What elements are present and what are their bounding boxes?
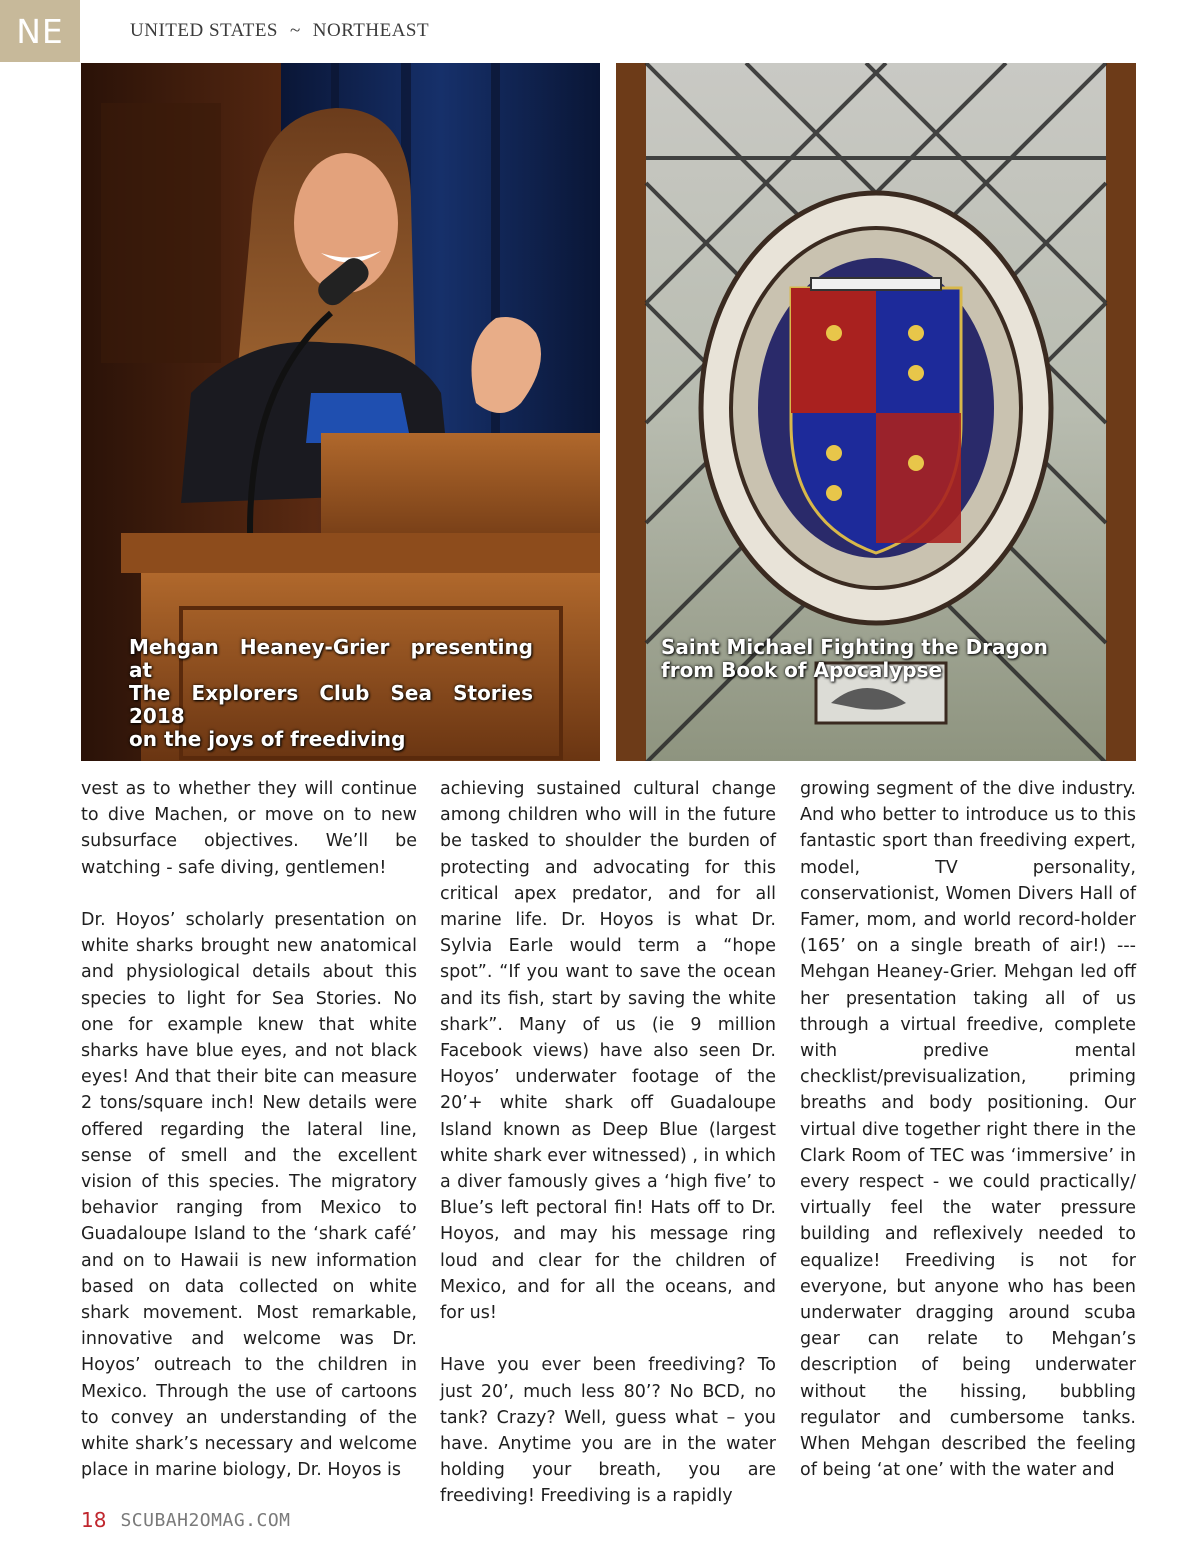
paragraph: Have you ever been freediving? To just 20’, much less 80’? No BCD, no tank? Crazy? Well, guess what – you have. Anytime you are in the water holding your breath, you are freediving! Freediving is a rapidly [440, 1355, 776, 1507]
running-header [130, 18, 429, 44]
paragraph: achieving sustained cultural change among children who will in the future be tasked to shoulder the burden of protecting and advocating for this critical apex predator, and for all marine life. Dr. Hoyos is what Dr. Sylvia Earle would term a “hope spot”. “If you want to save the ocean and its fish, start by saving the white shark”. Many of us (ie 9 million Facebook views) have also seen Dr. Hoyos’ underwater footage of the 20’+ white shark off Guadaloupe Island known as Deep Blue (largest white shark ever witnessed) , in which a diver famously gives a ‘high five’ to Blue’s left pectoral fin! Hats off to Dr. Hoyos, and may his message ring loud and clear for the children of Mexico, and for all the oceans, and for us! [440, 779, 776, 1324]
text-column-2 [440, 776, 776, 1510]
text-column-1 [81, 776, 417, 1483]
stained-glass-photo [616, 63, 1136, 761]
region-label: UNITED STATES [130, 20, 278, 41]
text-column-3 [800, 776, 1136, 1483]
subregion-label: NORTHEAST [312, 20, 430, 41]
section-tab: NE [0, 0, 80, 62]
paragraph: growing segment of the dive industry. And who better to introduce us to this fantastic sport than freediving expert, model, TV personality, conservationist, Women Divers Hall of Famer, mom, and world record-holder (165’ on a single breath of air!) --- Mehgan Heaney-Grier. Mehgan led off her presentation taking all of us through a virtual freedive, complete with predive mental checklist/previsualization, priming breaths and body positioning. Our virtual dive together right there in the Clark Room of TEC was ‘immersive’ in every respect - we could practically/ virtually feel the water pressure building and reflexively needed to equalize! Freediving is not for everyone, but anyone who has been underwater dragging around scuba gear can relate to Mehgan’s description of being underwater without the hissing, bubbling regulator and cumbersome tanks. When Mehgan described the feeling of being ‘at one’ with the water and [800, 779, 1136, 1481]
page-number: 18 [81, 1508, 107, 1532]
speaker-photo [81, 63, 600, 761]
site-link[interactable]: SCUBAH2OMAG.COM [120, 1509, 291, 1531]
stained-glass-caption: Saint Michael Fighting the Dragon from Book of Apocalypse [661, 635, 1048, 682]
paragraph: Dr. Hoyos’ scholarly presentation on white sharks brought new anatomical and physiological details about this species to light for Sea Stories. No one for example knew that white sharks have blue eyes, and not black eyes! And that their bite can measure 2 tons/square inch! New details were offered regarding the lateral line, sense of smell and the excellent vision of this species. The migratory behavior ranging from Mexico to Guadaloupe Island to the ‘shark café’ and on to Hawaii is new information based on data collected on white shark movement. Most remarkable, innovative and welcome was Dr. Hoyos’ outreach to the children in Mexico. Through the use of cartoons to convey an understanding of the white shark’s necessary and welcome place in marine biology, Dr. Hoyos is [81, 910, 417, 1481]
speaker-photo-caption: Mehgan Heaney-Grier presenting at The Explorers Club Sea Stories 2018 on the joys of freediving [129, 635, 533, 751]
paragraph: vest as to whether they will continue to dive Machen, or move on to new subsurface objectives. We’ll be watching - safe diving, gentlemen! [81, 779, 417, 878]
page-footer [81, 1505, 291, 1535]
separator-glyph: ~ [290, 20, 301, 41]
